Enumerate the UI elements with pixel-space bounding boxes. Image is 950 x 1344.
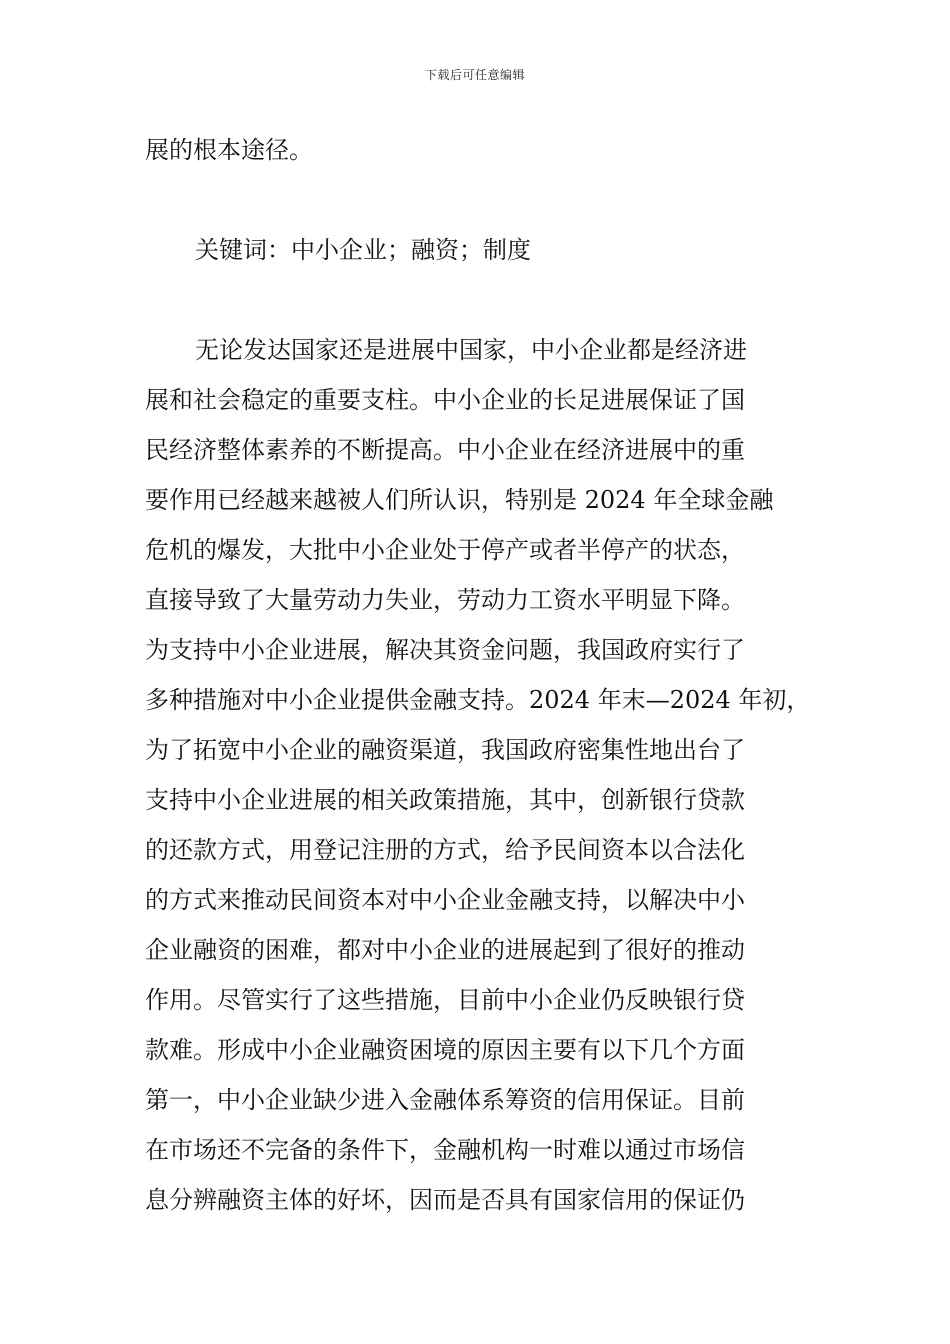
- paragraph-line: 危机的爆发，大批中小企业处于停产或者半停产的状态，: [145, 536, 745, 564]
- paragraph-line: 款难。形成中小企业融资困境的原因主要有以下几个方面: [145, 1036, 745, 1064]
- paragraph-line: 的还款方式，用登记注册的方式，给予民间资本以合法化: [145, 836, 745, 864]
- previous-paragraph-tail: 展的根本途径。: [145, 136, 313, 164]
- paragraph-line: 直接导致了大量劳动力失业，劳动力工资水平明显下降。: [145, 586, 745, 614]
- paragraph-line: 要作用已经越来越被人们所认识，特别是 2024 年全球金融: [145, 486, 774, 514]
- paragraph-line: 展和社会稳定的重要支柱。中小企业的长足进展保证了国: [145, 386, 745, 414]
- paragraph-line: 在市场还不完备的条件下，金融机构一时难以通过市场信: [145, 1136, 745, 1164]
- paragraph-line: 作用。尽管实行了这些措施，目前中小企业仍反映银行贷: [145, 986, 745, 1014]
- paragraph-line: 为支持中小企业进展，解决其资金问题，我国政府实行了: [145, 636, 745, 664]
- page-header: 下载后可任意编辑: [424, 68, 525, 82]
- paragraph-line: 无论发达国家还是进展中国家，中小企业都是经济进: [195, 336, 747, 364]
- paragraph-line: 企业融资的困难，都对中小企业的进展起到了很好的推动: [145, 936, 745, 964]
- paragraph-line: 息分辨融资主体的好坏，因而是否具有国家信用的保证仍: [145, 1186, 745, 1214]
- paragraph-line: 为了拓宽中小企业的融资渠道，我国政府密集性地出台了: [145, 736, 745, 764]
- paragraph-line: 支持中小企业进展的相关政策措施，其中，创新银行贷款: [145, 786, 745, 814]
- keywords-line: 关键词：中小企业；融资；制度: [195, 236, 531, 264]
- paragraph-line: 民经济整体素养的不断提高。中小企业在经济进展中的重: [145, 436, 745, 464]
- paragraph-line: 的方式来推动民间资本对中小企业金融支持，以解决中小: [145, 886, 745, 914]
- paragraph-line: 多种措施对中小企业提供金融支持。2024 年末—2024 年初，: [145, 686, 811, 714]
- paragraph-line: 第一，中小企业缺少进入金融体系筹资的信用保证。目前: [145, 1086, 745, 1114]
